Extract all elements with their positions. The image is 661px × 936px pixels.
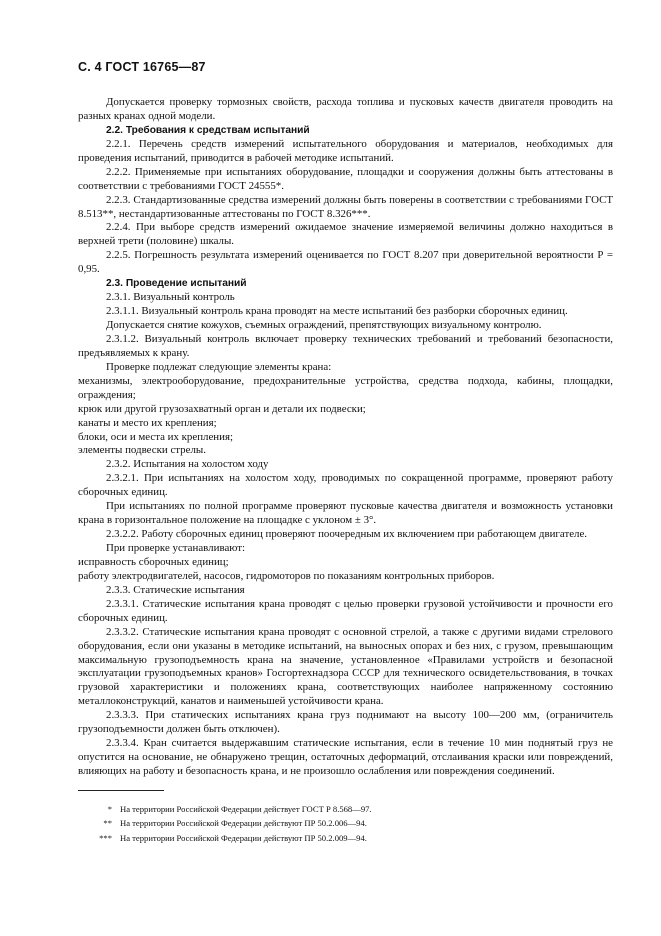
list-item: работу электродвигателей, насосов, гидромоторов по показаниям контрольных приборов. bbox=[78, 569, 495, 582]
list-item: блоки, оси и места их крепления; bbox=[78, 430, 234, 443]
subsection-heading: 2.3.1. Визуальный контроль bbox=[106, 291, 235, 304]
paragraph: Проверке подлежат следующие элементы крана: bbox=[106, 360, 332, 373]
paragraph: 2.2.5. Погрешность результата измерений оценивается по ГОСТ 8.207 при доверительной вероятности P = 0,95. bbox=[78, 249, 613, 276]
section-heading: 2.3. Проведение испытаний bbox=[106, 278, 247, 290]
footnote-text: На территории Российской Федерации действуют ПР 50.2.009—94. bbox=[120, 832, 367, 843]
document-body bbox=[78, 96, 613, 779]
footnotes bbox=[78, 802, 613, 845]
paragraph: 2.3.2.1. При испытаниях на холостом ходу, проводимых по сокращенной программе, проверяют работу сборочных единиц. bbox=[78, 472, 613, 499]
list-item: исправность сборочных единиц; bbox=[78, 555, 229, 568]
footnote-text: На территории Российской Федерации действует ГОСТ Р 8.568—97. bbox=[120, 804, 372, 814]
footnote bbox=[78, 831, 613, 845]
paragraph: 2.2.3. Стандартизованные средства измерений должны быть поверены в соответствии с требованиями ГОСТ 8.513**, нестандартизованные аттестованы по ГОСТ 8.326***. bbox=[78, 193, 613, 220]
footnote-mark: * bbox=[107, 804, 112, 814]
footnote-text: На территории Российской Федерации действуют ПР 50.2.006—94. bbox=[120, 818, 367, 829]
paragraph: 2.2.2. Применяемые при испытаниях оборудование, площадки и сооружения должны быть аттестованы в соответствии с требованиями ГОСТ 24555*. bbox=[78, 165, 613, 192]
subsection-heading: 2.3.2. Испытания на холостом ходу bbox=[106, 458, 269, 471]
list-item: крюк или другой грузозахватный орган и детали их подвески; bbox=[78, 402, 366, 415]
footnote-mark: *** bbox=[99, 832, 112, 843]
paragraph: 2.3.1.2. Визуальный контроль включает проверку технических требований и требований безопасности, предъявляемых к крану. bbox=[78, 332, 613, 359]
paragraph: 2.3.2.2. Работу сборочных единиц проверяют поочередным их включением при работающем двигателе. bbox=[106, 528, 588, 541]
list-item: элементы подвески стрелы. bbox=[78, 444, 206, 457]
footnote-mark: ** bbox=[103, 818, 112, 829]
paragraph: Допускается снятие кожухов, съемных ограждений, препятствующих визуальному контролю. bbox=[106, 319, 542, 331]
list-item: механизмы, электрооборудование, предохранительные устройства, средства подхода, кабины, площадки, ограждения; bbox=[78, 374, 613, 401]
paragraph: 2.3.3.3. При статических испытаниях крана груз поднимают на высоту 100—200 мм, (ограничитель грузоподъемности должен быть отключен). bbox=[78, 709, 613, 736]
section-heading: 2.2. Требования к средствам испытаний bbox=[106, 124, 310, 136]
paragraph: 2.3.3.1. Статические испытания крана проводят с целью проверки грузовой устойчивости и прочности его сборочных единиц. bbox=[78, 597, 613, 624]
page-header: С. 4 ГОСТ 16765—87 bbox=[78, 60, 206, 74]
footnote bbox=[78, 816, 613, 830]
footnote bbox=[78, 802, 613, 816]
footnote-divider bbox=[78, 790, 164, 791]
paragraph: При испытаниях по полной программе проверяют пусковые качества двигателя и возможность установки крана в горизонтальное положение на площадке с уклоном ± 3°. bbox=[78, 500, 613, 527]
paragraph: 2.2.4. При выборе средств измерений ожидаемое значение измеряемой величины должно находиться в верхней трети (половине) шкалы. bbox=[78, 221, 613, 248]
paragraph: 2.3.1.1. Визуальный контроль крана проводят на месте испытаний без разборки сборочных единиц. bbox=[106, 305, 568, 318]
paragraph: 2.3.3.4. Кран считается выдержавшим статические испытания, если в течение 10 мин поднятый груз не опустится на основание, не обнаружено трещин, остаточных деформаций, отслаивания краски или повреждений, влияющих на работу и безопасность крана, и не произошло ослабления или повреждения соединений. bbox=[78, 737, 613, 777]
paragraph: Допускается проверку тормозных свойств, расхода топлива и пусковых качеств двигателя проводить на разных кранах одной модели. bbox=[78, 96, 613, 122]
paragraph: 2.2.1. Перечень средств измерений испытательного оборудования и материалов, необходимых для проведения испытаний, приводится в рабочей методике испытаний. bbox=[78, 137, 613, 164]
subsection-heading: 2.3.3. Статические испытания bbox=[106, 583, 245, 596]
paragraph: При проверке устанавливают: bbox=[106, 542, 246, 554]
list-item: канаты и место их крепления; bbox=[78, 416, 217, 429]
paragraph: 2.3.3.2. Статические испытания крана проводят с основной стрелой, а также с другими видами стрелового оборудования, если они указаны в методике испытаний, на выносных опорах и без них, с грузом, превышающим максимальную грузоподъемность крана на значение, установленное «Правилами устройств и безопасной эксплуатации грузоподъемных кранов» Госгортехнадзора СССР для технического освидетельствования, в точках грузовой характеристики и положениях крана, соответствующих наиболее напряженному состоянию металлоконструкций, канатов и наименьшей устойчивости крана. bbox=[78, 625, 613, 708]
